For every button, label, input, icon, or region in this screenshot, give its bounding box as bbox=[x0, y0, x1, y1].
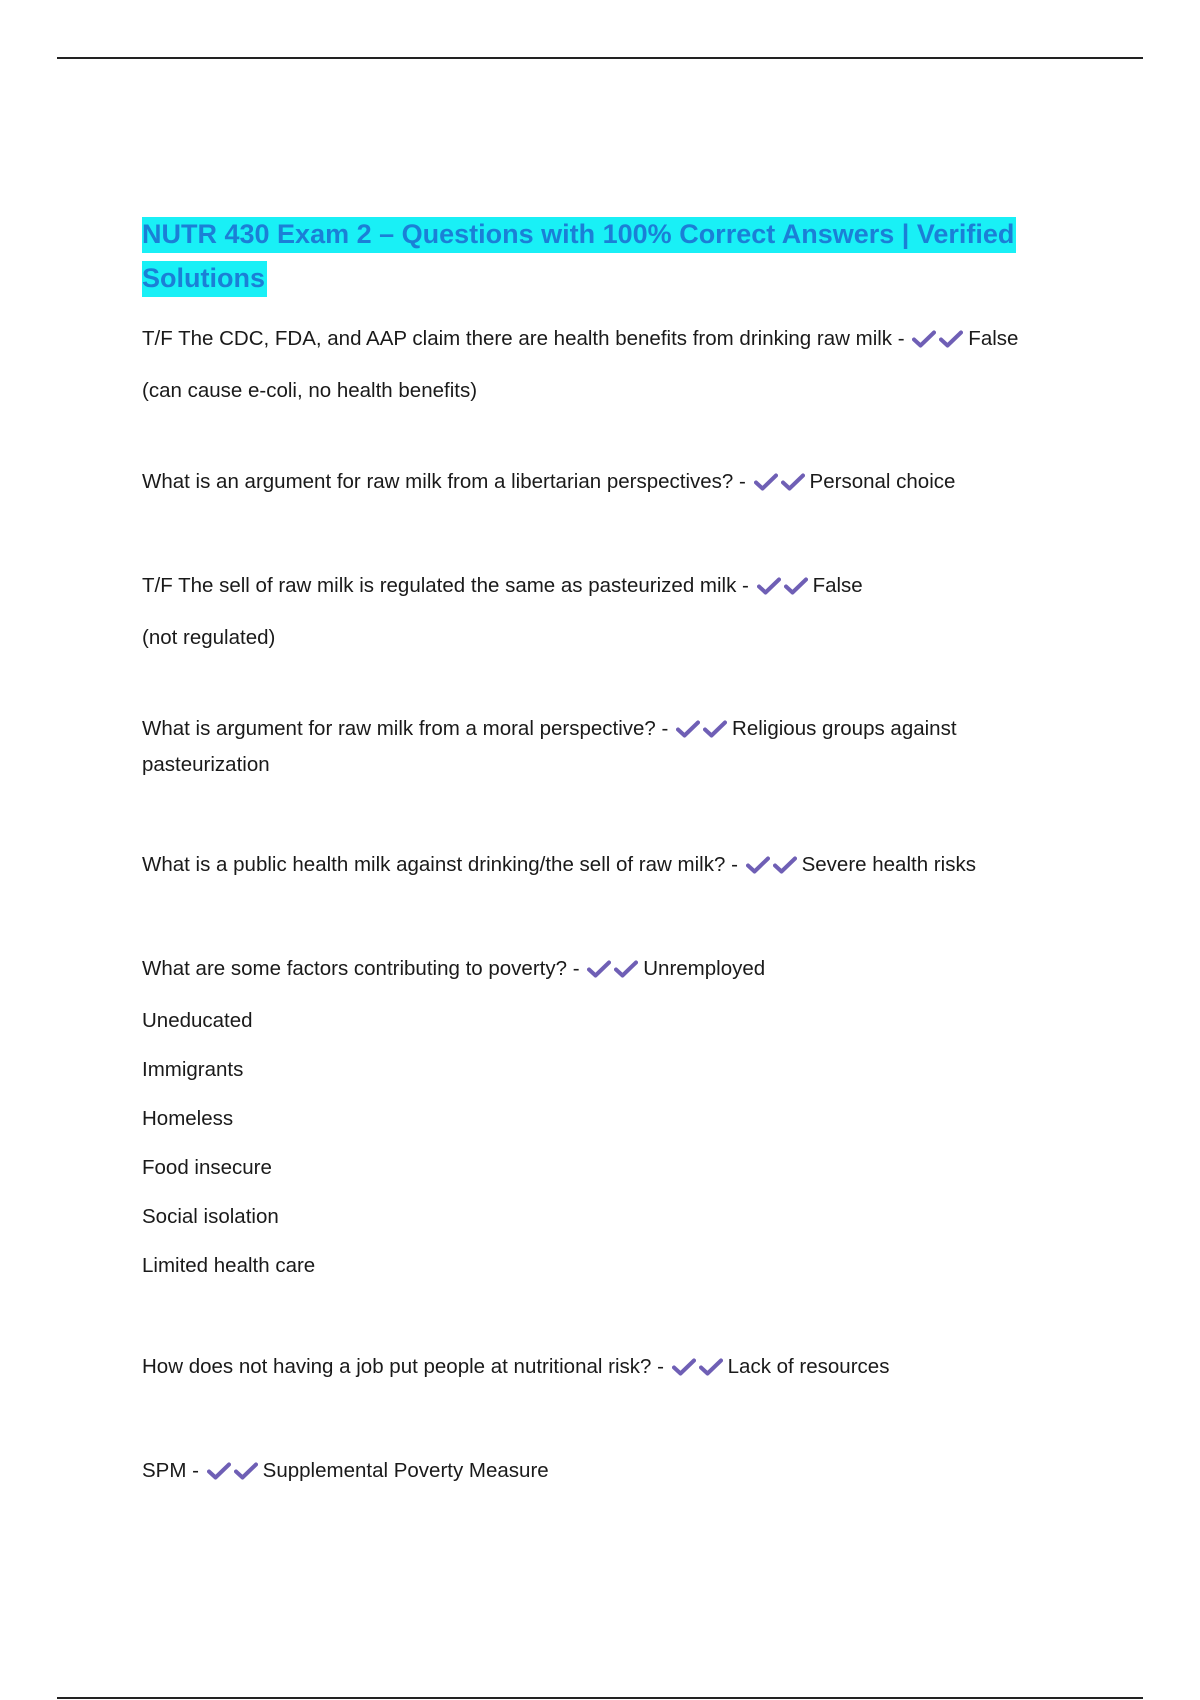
qa-line bbox=[142, 569, 1072, 606]
double-check-icon bbox=[587, 955, 641, 989]
qa-line bbox=[142, 712, 1072, 781]
double-check-icon bbox=[746, 851, 800, 885]
double-check-icon bbox=[207, 1457, 261, 1491]
qa-item bbox=[142, 952, 1072, 1283]
answer-text: False bbox=[968, 327, 1019, 350]
check-mark-icon bbox=[939, 330, 963, 348]
answer-text: Religious groups against pasteurization bbox=[142, 717, 957, 776]
document-title bbox=[142, 212, 1072, 300]
answer-continuation: Homeless bbox=[142, 1107, 234, 1130]
check-mark-icon bbox=[672, 1358, 696, 1376]
qa-line bbox=[142, 465, 1072, 502]
answer-continuation: Uneducated bbox=[142, 1009, 253, 1032]
check-mark-icon bbox=[587, 960, 611, 978]
answer-continuation: Food insecure bbox=[142, 1156, 272, 1179]
check-mark-icon bbox=[746, 856, 770, 874]
check-mark-icon bbox=[676, 720, 700, 738]
double-check-icon bbox=[672, 1353, 726, 1387]
check-mark-icon bbox=[912, 330, 936, 348]
question-text: How does not having a job put people at nutritional risk? - bbox=[142, 1355, 664, 1378]
top-rule bbox=[57, 57, 1143, 59]
answer-continuation: Immigrants bbox=[142, 1058, 244, 1081]
check-mark-icon bbox=[754, 473, 778, 491]
answer-text: False bbox=[812, 574, 863, 597]
document-body bbox=[142, 212, 1072, 1491]
qa-item bbox=[142, 322, 1072, 408]
question-text: T/F The sell of raw milk is regulated the same as pasteurized milk - bbox=[142, 574, 749, 597]
qa-list bbox=[142, 322, 1072, 1491]
answer-continuation: Social isolation bbox=[142, 1205, 279, 1228]
check-mark-icon bbox=[703, 720, 727, 738]
qa-item bbox=[142, 848, 1072, 885]
check-mark-icon bbox=[784, 577, 808, 595]
qa-item bbox=[142, 712, 1072, 781]
answer-text: Severe health risks bbox=[801, 853, 976, 876]
title-highlight: NUTR 430 Exam 2 – Questions with 100% Correct Answers | Verified Solutions bbox=[142, 217, 1016, 297]
qa-line bbox=[142, 322, 1072, 359]
double-check-icon bbox=[757, 572, 811, 606]
qa-line bbox=[142, 952, 1072, 989]
answer-continuation: Limited health care bbox=[142, 1254, 316, 1277]
check-mark-icon bbox=[757, 577, 781, 595]
answer-continuation: (can cause e-coli, no health benefits) bbox=[142, 379, 478, 402]
question-text: SPM - bbox=[142, 1459, 199, 1482]
check-mark-icon bbox=[207, 1462, 231, 1480]
answer-continuation: (not regulated) bbox=[142, 626, 276, 649]
double-check-icon bbox=[676, 715, 730, 748]
bottom-rule bbox=[57, 1697, 1143, 1699]
double-check-icon bbox=[754, 468, 808, 502]
qa-item bbox=[142, 465, 1072, 502]
question-text: What are some factors contributing to poverty? - bbox=[142, 957, 580, 980]
question-text: What is a public health milk against drinking/the sell of raw milk? - bbox=[142, 853, 738, 876]
check-mark-icon bbox=[773, 856, 797, 874]
answer-text: Lack of resources bbox=[727, 1355, 890, 1378]
check-mark-icon bbox=[781, 473, 805, 491]
question-text: What is an argument for raw milk from a libertarian perspectives? - bbox=[142, 470, 746, 493]
check-mark-icon bbox=[699, 1358, 723, 1376]
qa-item bbox=[142, 1350, 1072, 1387]
answer-text: Personal choice bbox=[809, 470, 956, 493]
check-mark-icon bbox=[234, 1462, 258, 1480]
answer-text: Unremployed bbox=[643, 957, 766, 980]
qa-item bbox=[142, 569, 1072, 655]
double-check-icon bbox=[912, 325, 966, 359]
qa-line bbox=[142, 848, 1072, 885]
answer-text: Supplemental Poverty Measure bbox=[262, 1459, 549, 1482]
qa-line bbox=[142, 1350, 1072, 1387]
question-text: T/F The CDC, FDA, and AAP claim there are health benefits from drinking raw milk - bbox=[142, 327, 905, 350]
qa-line bbox=[142, 1454, 1072, 1491]
question-text: What is argument for raw milk from a moral perspective? - bbox=[142, 717, 669, 740]
check-mark-icon bbox=[614, 960, 638, 978]
qa-item bbox=[142, 1454, 1072, 1491]
